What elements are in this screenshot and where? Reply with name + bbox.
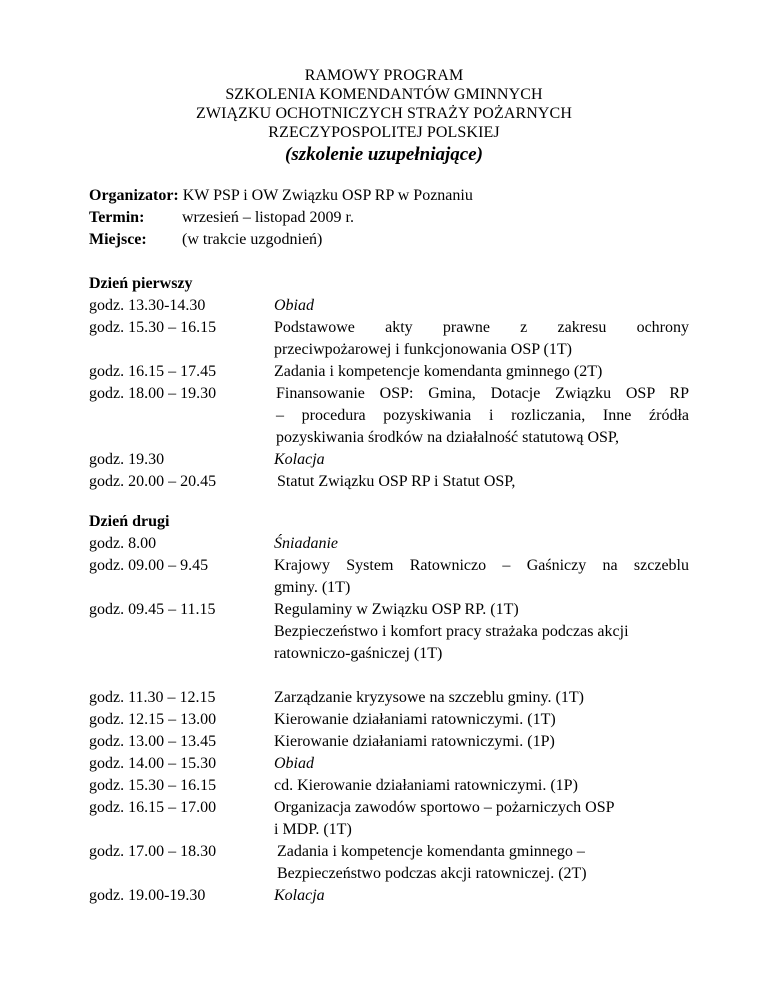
description-line: Śniadanie xyxy=(274,535,338,552)
description-line: Regulaminy w Związku OSP RP. (1T) xyxy=(274,601,519,618)
schedule-time: godz. 14.00 – 15.30 xyxy=(89,755,217,772)
day-one-schedule xyxy=(89,273,689,493)
schedule-time: godz. 09.45 – 11.15 xyxy=(89,601,216,618)
header-subtitle: (szkolenie uzupełniające) xyxy=(285,144,483,165)
term-label: Termin: xyxy=(89,209,145,226)
day-two-title: Dzień drugi xyxy=(89,513,170,530)
schedule-description xyxy=(274,709,689,731)
schedule-time: godz. 8.00 xyxy=(89,535,157,552)
description-line: pozyskiwania środków na działalność statutową OSP, xyxy=(276,429,620,446)
schedule-description xyxy=(274,555,689,599)
description-line: i MDP. (1T) xyxy=(274,821,352,838)
schedule-time: godz. 09.00 – 9.45 xyxy=(89,557,209,574)
description-line: Podstawowe akty prawne z zakresu ochrony xyxy=(274,319,689,336)
description-line: Finansowanie OSP: Gmina, Dotacje Związku OSP RP xyxy=(276,385,689,402)
description-line: Organizacja zawodów sportowo – pożarniczych OSP xyxy=(274,799,615,816)
schedule-row xyxy=(89,317,689,361)
schedule-time: godz. 15.30 – 16.15 xyxy=(89,319,217,336)
schedule-time: godz. 11.30 – 12.15 xyxy=(89,689,216,706)
schedule-time: godz. 12.15 – 13.00 xyxy=(89,711,217,728)
header-line-training: SZKOLENIA KOMENDANTÓW GMINNYCH xyxy=(225,86,543,103)
schedule-row xyxy=(89,449,689,471)
schedule-description xyxy=(274,383,689,449)
description-line: Kolacja xyxy=(274,887,325,904)
meta-term-row xyxy=(89,207,473,229)
organizer-value: KW PSP i OW Związku OSP RP w Poznaniu xyxy=(182,187,473,204)
description-line: Bezpieczeństwo i komfort pracy strażaka podczas akcji xyxy=(274,623,629,640)
description-line: Krajowy System Ratowniczo – Gaśniczy na szczeblu xyxy=(274,557,689,574)
schedule-description xyxy=(274,533,689,555)
day-two-schedule xyxy=(89,511,689,907)
schedule-description xyxy=(274,317,689,361)
schedule-row xyxy=(89,295,689,317)
description-line: przeciwpożarowej i funkcjonowania OSP (1T) xyxy=(274,341,572,358)
schedule-time: godz. 19.30 xyxy=(89,451,165,468)
schedule-time: godz. 20.00 – 20.45 xyxy=(89,473,217,490)
schedule-row xyxy=(89,731,689,753)
schedule-row xyxy=(89,885,689,907)
place-value: (w trakcie uzgodnień) xyxy=(182,231,323,248)
description-line: Statut Związku OSP RP i Statut OSP, xyxy=(277,473,516,490)
schedule-row xyxy=(89,753,689,775)
header-line-program: RAMOWY PROGRAM xyxy=(304,67,464,84)
description-line: Zadania i kompetencje komendanta gminnego – xyxy=(277,843,585,860)
schedule-description xyxy=(274,885,689,907)
description-line: ratowniczo-gaśniczej (1T) xyxy=(274,645,443,662)
document-header xyxy=(0,66,768,166)
description-line: Zarządzanie kryzysowe na szczeblu gminy. (1T) xyxy=(274,689,584,706)
schedule-description xyxy=(274,841,689,885)
meta-place-row xyxy=(89,229,473,251)
schedule-row xyxy=(89,599,689,665)
schedule-row xyxy=(89,555,689,599)
meta-block xyxy=(89,185,473,251)
schedule-row xyxy=(89,471,689,493)
schedule-row xyxy=(89,533,689,555)
schedule-description xyxy=(274,731,689,753)
schedule-row xyxy=(89,797,689,841)
schedule-description xyxy=(274,471,689,493)
schedule-time: godz. 13.30-14.30 xyxy=(89,297,206,314)
description-line: Kierowanie działaniami ratowniczymi. (1T) xyxy=(274,711,556,728)
schedule-description xyxy=(274,775,689,797)
schedule-time: godz. 18.00 – 19.30 xyxy=(89,385,217,402)
term-value: wrzesień – listopad 2009 r. xyxy=(182,209,354,226)
schedule-time: godz. 17.00 – 18.30 xyxy=(89,843,217,860)
schedule-row xyxy=(89,775,689,797)
description-line: – procedura pozyskiwania i rozliczania, Inne źródła xyxy=(276,407,689,424)
description-line: Obiad xyxy=(274,755,314,772)
day-one-title: Dzień pierwszy xyxy=(89,275,193,292)
schedule-row xyxy=(89,361,689,383)
meta-organizer-row xyxy=(89,185,473,207)
schedule-description xyxy=(274,687,689,709)
description-line: Bezpieczeństwo podczas akcji ratowniczej. (2T) xyxy=(277,865,587,882)
description-line: Obiad xyxy=(274,297,314,314)
schedule-description xyxy=(274,797,689,841)
schedule-gap xyxy=(89,665,689,687)
header-line-republic: RZECZYPOSPOLITEJ POLSKIEJ xyxy=(268,124,500,141)
place-label: Miejsce: xyxy=(89,231,147,248)
schedule-time: godz. 15.30 – 16.15 xyxy=(89,777,217,794)
schedule-time: godz. 13.00 – 13.45 xyxy=(89,733,217,750)
schedule-row xyxy=(89,687,689,709)
schedule-description xyxy=(274,449,689,471)
schedule-time: godz. 19.00-19.30 xyxy=(89,887,206,904)
schedule-description xyxy=(274,361,689,383)
organizer-label: Organizator: xyxy=(89,187,179,204)
schedule-time: godz. 16.15 – 17.00 xyxy=(89,799,217,816)
description-line: Kolacja xyxy=(274,451,325,468)
description-line: Zadania i kompetencje komendanta gminnego (2T) xyxy=(274,363,603,380)
schedule-time: godz. 16.15 – 17.45 xyxy=(89,363,217,380)
description-line: Kierowanie działaniami ratowniczymi. (1P) xyxy=(274,733,555,750)
schedule-row xyxy=(89,383,689,449)
schedule-description xyxy=(274,753,689,775)
schedule-description xyxy=(274,295,689,317)
header-line-union: ZWIĄZKU OCHOTNICZYCH STRAŻY POŻARNYCH xyxy=(196,105,572,122)
schedule-row xyxy=(89,841,689,885)
schedule-row xyxy=(89,709,689,731)
description-line: gminy. (1T) xyxy=(274,579,351,596)
description-line: cd. Kierowanie działaniami ratowniczymi. (1P) xyxy=(274,777,578,794)
schedule-description xyxy=(274,599,689,665)
